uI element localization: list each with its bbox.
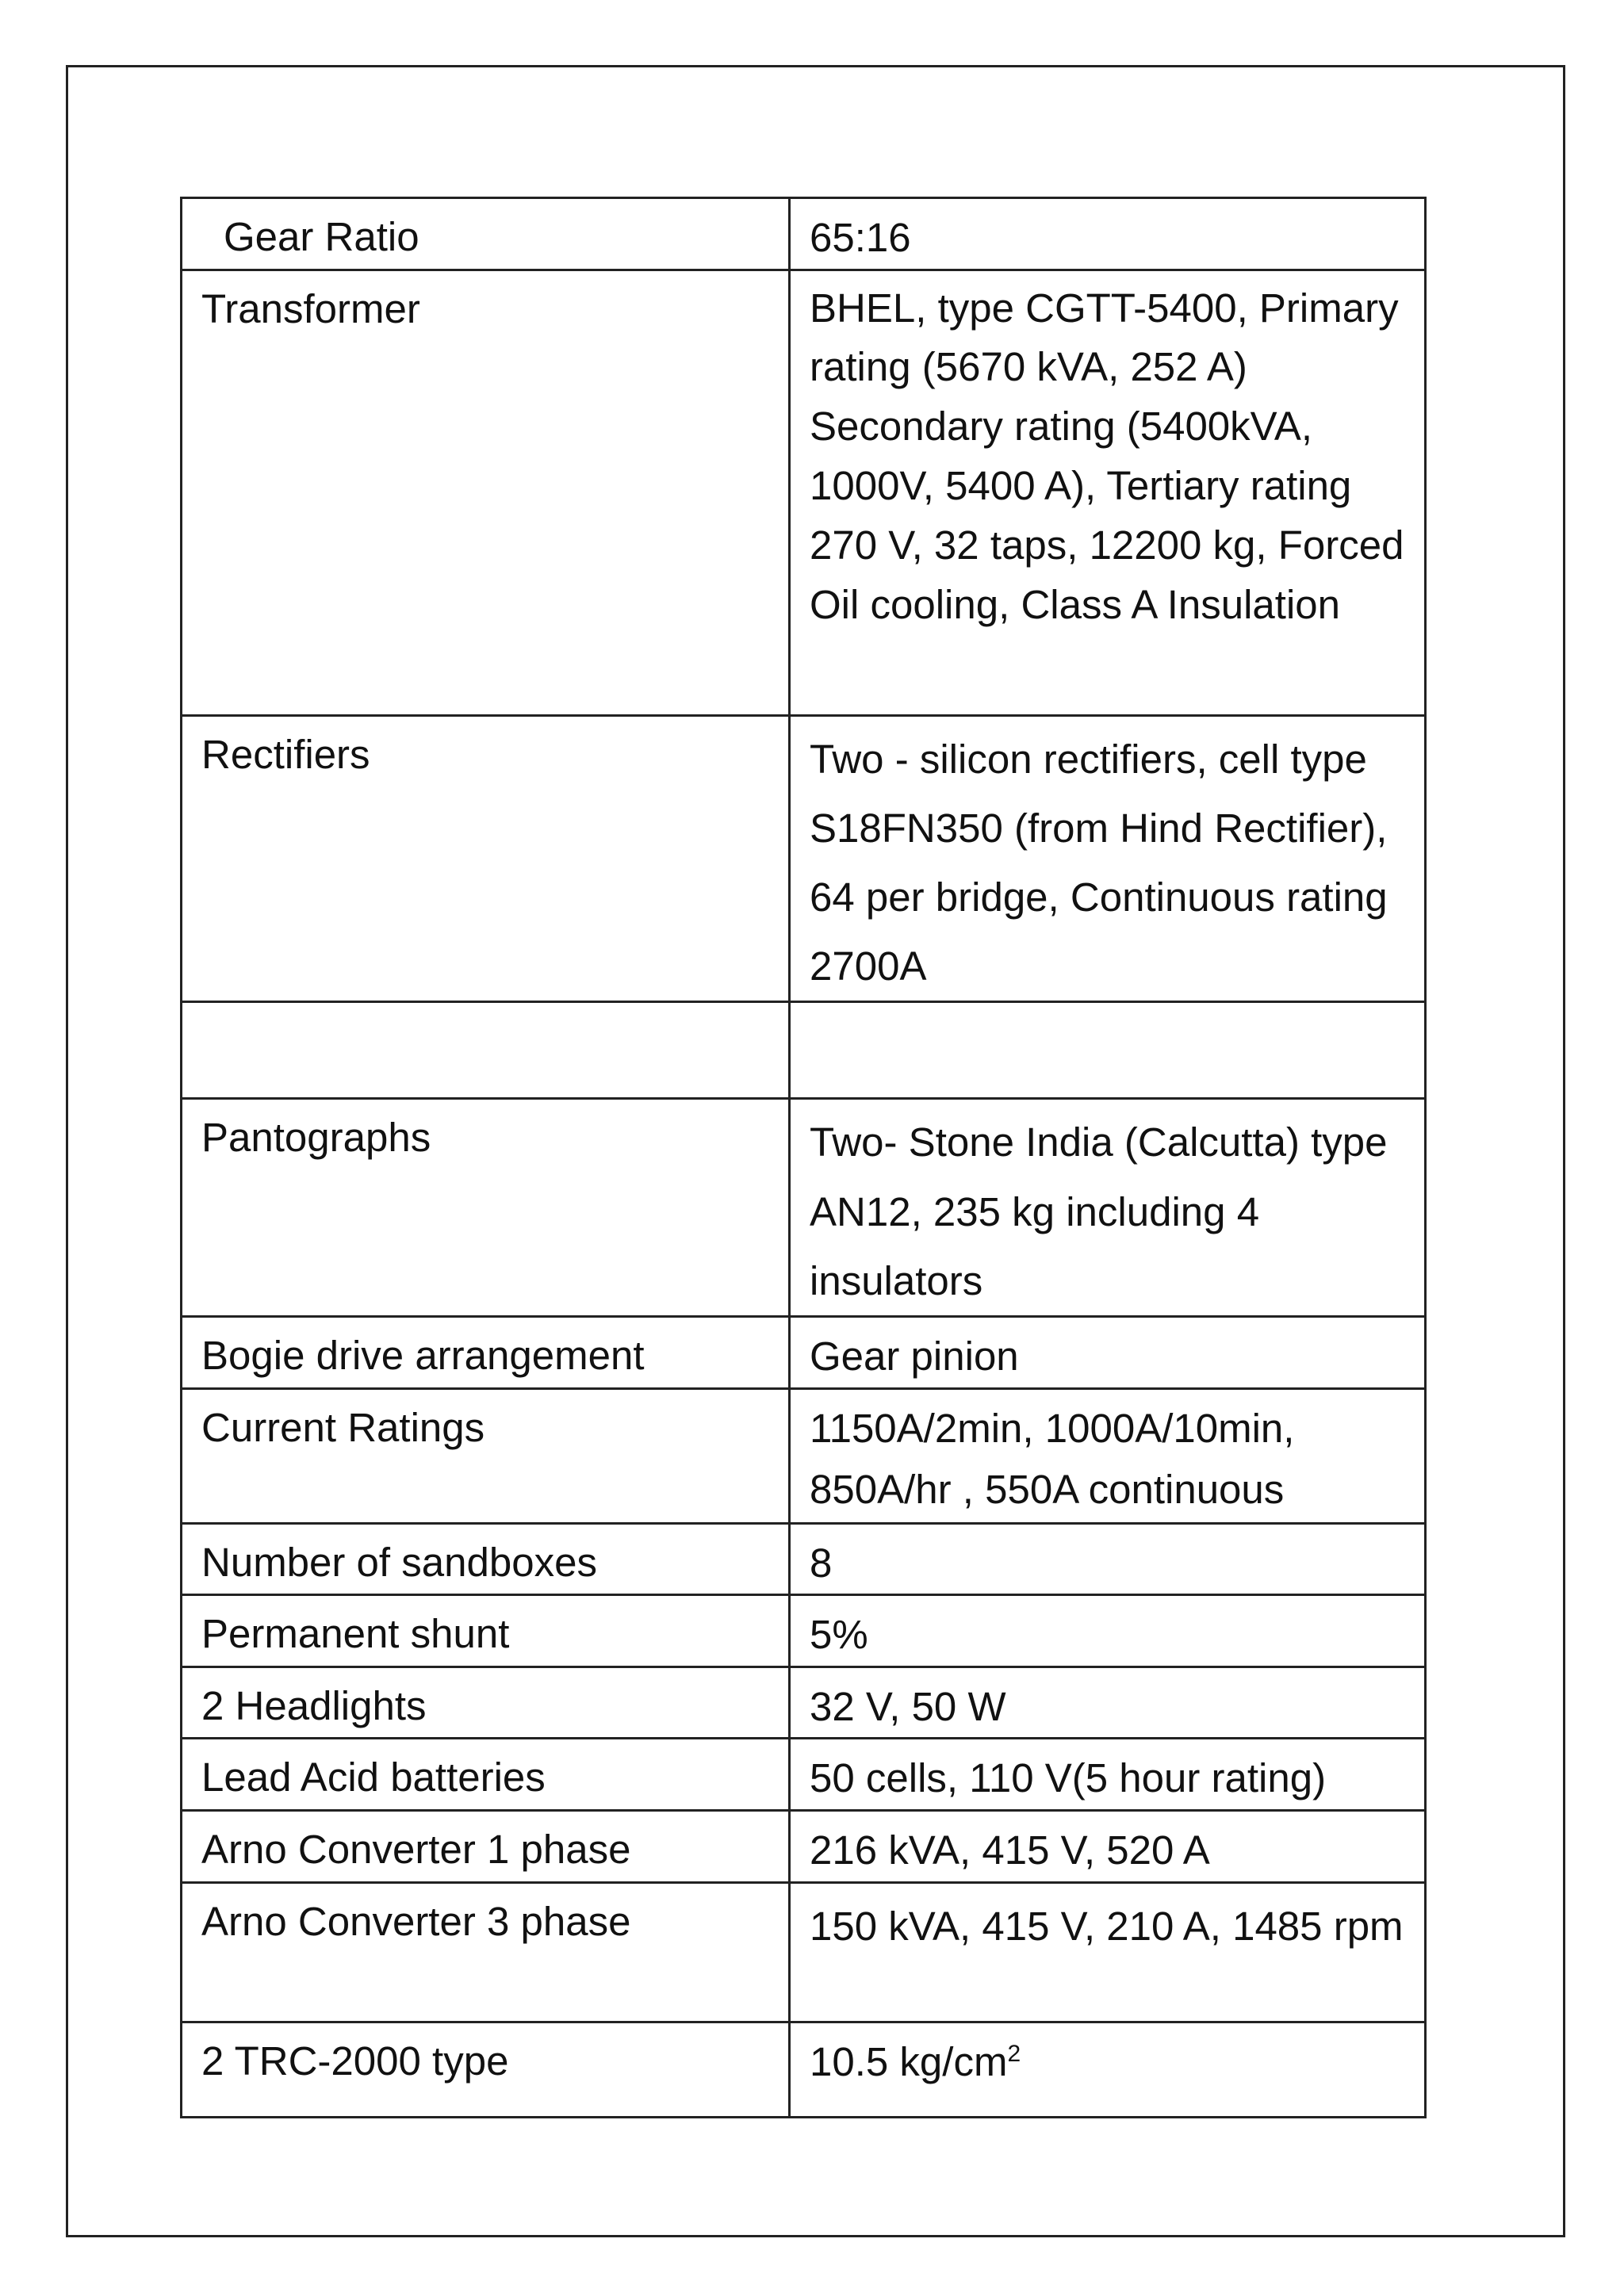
row-label: Arno Converter 1 phase <box>182 1811 790 1883</box>
row-label: Pantographs <box>182 1099 790 1317</box>
row-value: 65:16 <box>790 198 1426 270</box>
table-row <box>182 2022 1426 2117</box>
row-value: Gear pinion <box>790 1316 1426 1388</box>
row-label: 2 TRC-2000 type <box>182 2022 790 2117</box>
row-value: 8 <box>790 1523 1426 1595</box>
table-row <box>182 270 1426 715</box>
table-row <box>182 1316 1426 1388</box>
row-label <box>182 1002 790 1099</box>
row-value: 50 cells, 110 V(5 hour rating) <box>790 1739 1426 1811</box>
row-value: 32 V, 50 W <box>790 1667 1426 1739</box>
value-superscript: 2 <box>1007 2040 1021 2067</box>
table-row <box>182 1739 1426 1811</box>
row-label: Bogie drive arrangement <box>182 1316 790 1388</box>
row-value: 150 kVA, 415 V, 210 A, 1485 rpm <box>790 1882 1426 2022</box>
row-label: Number of sandboxes <box>182 1523 790 1595</box>
row-value <box>790 1002 1426 1099</box>
row-value: Two - silicon rectifiers, cell type S18FN350 (from Hind Rectifier), 64 per bridge, Continuous rating 2700A <box>790 715 1426 1002</box>
row-label: Permanent shunt <box>182 1595 790 1667</box>
specifications-table <box>180 197 1427 2118</box>
table-row <box>182 1388 1426 1523</box>
value-text: 10.5 kg/cm <box>810 2038 1008 2084</box>
table-row <box>182 715 1426 1002</box>
row-label: 2 Headlights <box>182 1667 790 1739</box>
table-row <box>182 198 1426 270</box>
table-row <box>182 1523 1426 1595</box>
table-row <box>182 1002 1426 1099</box>
table-row <box>182 1811 1426 1883</box>
row-label: Transformer <box>182 270 790 715</box>
row-label: Gear Ratio <box>182 198 790 270</box>
row-label: Arno Converter 3 phase <box>182 1882 790 2022</box>
row-value: BHEL, type CGTT-5400, Primary rating (5670 kVA, 252 A) Secondary rating (5400kVA, 1000V, 5400 A), Tertiary rating 270 V, 32 taps, 12200 kg, Forced Oil cooling, Class A Insulation <box>790 270 1426 715</box>
row-value: 5% <box>790 1595 1426 1667</box>
row-value: Two- Stone India (Calcutta) type AN12, 235 kg including 4 insulators <box>790 1099 1426 1317</box>
row-label: Rectifiers <box>182 715 790 1002</box>
table-row <box>182 1667 1426 1739</box>
row-value: 216 kVA, 415 V, 520 A <box>790 1811 1426 1883</box>
row-value <box>790 2022 1426 2117</box>
table-row <box>182 1882 1426 2022</box>
row-label: Lead Acid batteries <box>182 1739 790 1811</box>
table-row <box>182 1099 1426 1317</box>
row-label: Current Ratings <box>182 1388 790 1523</box>
row-value: 1150A/2min, 1000A/10min, 850A/hr , 550A continuous <box>790 1388 1426 1523</box>
table-row <box>182 1595 1426 1667</box>
